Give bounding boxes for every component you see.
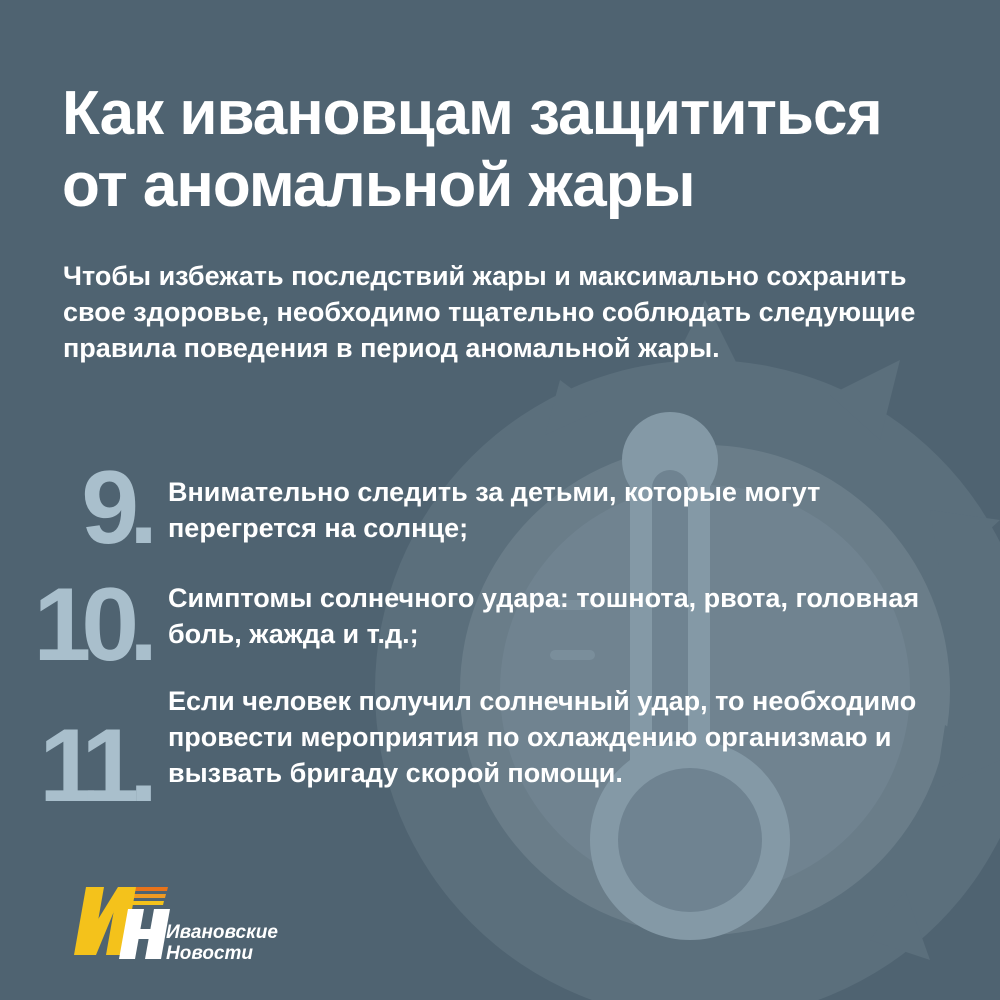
tip-item xyxy=(0,680,1000,824)
brand-name xyxy=(166,922,278,964)
logo-letter-n xyxy=(119,909,170,959)
tip-text: Если человек получил солнечный удар, то необходимо провести мероприятия по охлаждению организмаю и вызвать бригаду скорой помощи. xyxy=(168,686,917,788)
ivanovskie-novosti-logo-icon xyxy=(60,885,170,965)
tip-number: 10. xyxy=(33,567,148,683)
brand-name-line2: Новости xyxy=(166,943,254,964)
tip-number: 11. xyxy=(39,708,148,824)
tip-text: Внимательно следить за детьми, которые могут перегрется на солнце; xyxy=(168,477,821,543)
brand-name-line1: Ивановские xyxy=(166,922,278,943)
tip-text: Симптомы солнечного удара: тошнота, рвота, головная боль, жажда и т.д.; xyxy=(168,583,920,649)
tip-number: 9. xyxy=(81,450,148,566)
intro-paragraph: Чтобы избежать последствий жары и максимально сохранить свое здоровье, необходимо тщательно соблюдать следующие правила поведения в период аномальной жары. xyxy=(63,261,916,363)
page-title: Как ивановцам защититься от аномальной жары xyxy=(62,79,882,220)
